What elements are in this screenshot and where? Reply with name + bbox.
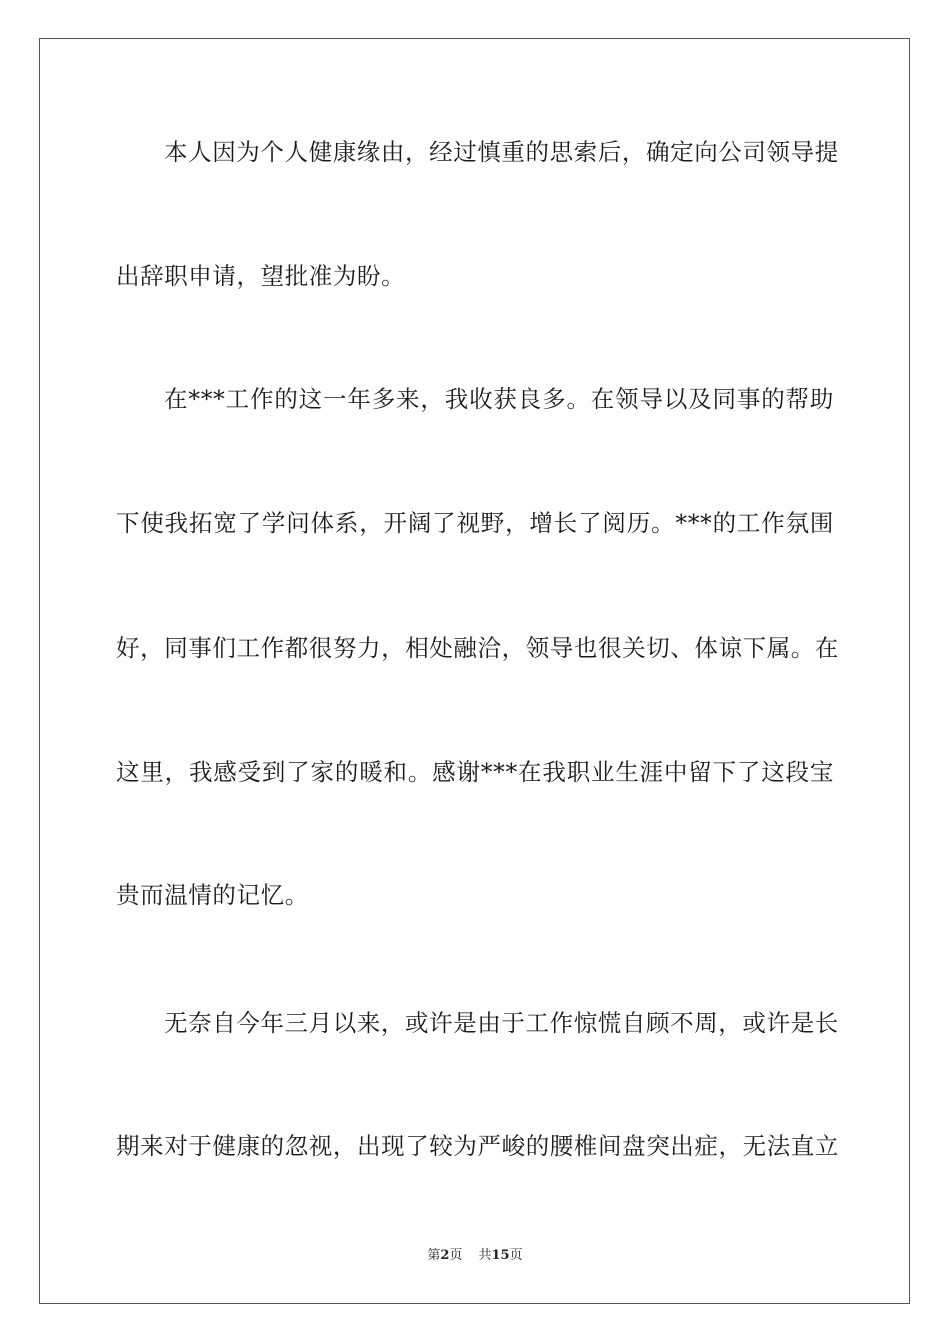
paragraph-2-line-3: 好，同事们工作都很努力，相处融洽，领导也很关切、体谅下属。在	[116, 634, 839, 662]
total-pages-number: 15	[491, 1248, 510, 1263]
paragraph-2-line-1: 在***工作的这一年多来，我收获良多。在领导以及同事的帮助	[164, 385, 834, 413]
current-page-number: 2	[440, 1248, 450, 1263]
page-label-prefix: 第	[427, 1248, 441, 1263]
paragraph-2-line-2: 下使我拓宽了学问体系，开阔了视野，增长了阅历。***的工作氛围	[116, 509, 834, 537]
paragraph-3-line-2: 期来对于健康的忽视，出现了较为严峻的腰椎间盘突出症，无法直立	[116, 1132, 839, 1160]
paragraph-2-line-5: 贵而温情的记忆。	[116, 881, 309, 909]
total-label-prefix: 共	[478, 1248, 492, 1263]
page-label-suffix: 页	[449, 1248, 463, 1263]
total-label-suffix: 页	[509, 1248, 523, 1263]
paragraph-2-line-4: 这里，我感受到了家的暖和。感谢***在我职业生涯中留下了这段宝	[116, 758, 834, 786]
paragraph-3-line-1: 无奈自今年三月以来，或许是由于工作惊慌自顾不周，或许是长	[164, 1009, 839, 1037]
paragraph-1-line-1: 本人因为个人健康缘由，经过慎重的思索后，确定向公司领导提	[164, 138, 839, 166]
paragraph-1-line-2: 出辞职申请，望批准为盼。	[116, 262, 406, 290]
page-border	[39, 38, 910, 1304]
page-footer	[0, 1247, 950, 1265]
